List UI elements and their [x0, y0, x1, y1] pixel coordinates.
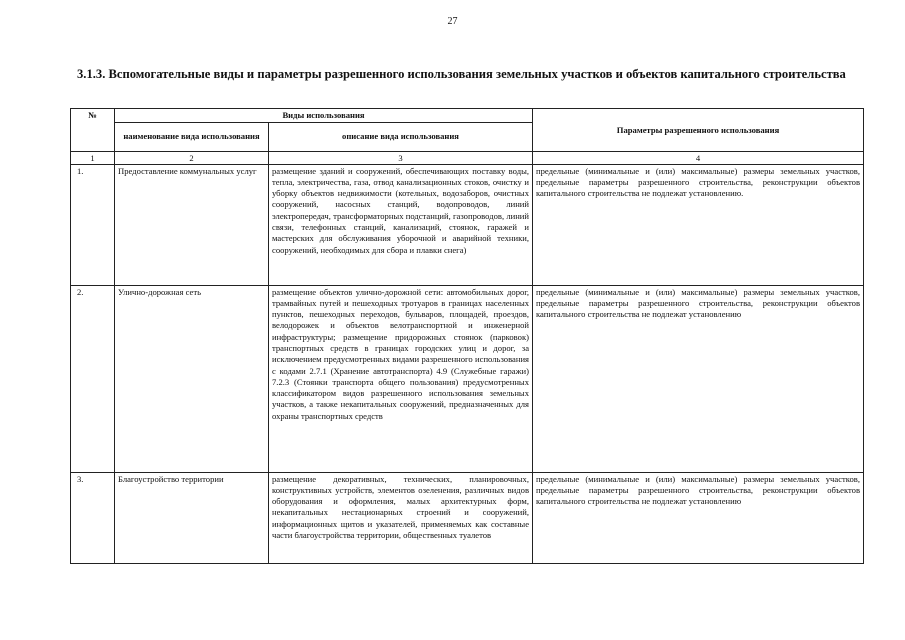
usage-parameters: предельные (минимальные и (или) максимальные) размеры земельных участков, предельные параметры разрешенного строительства, реконструкции объектов капитального строительства не подлежат установлению	[533, 285, 864, 472]
row-number: 3.	[71, 472, 115, 563]
row-number: 2.	[71, 285, 115, 472]
table-row	[71, 164, 864, 285]
usage-name: Улично-дорожная сеть	[115, 285, 269, 472]
header-usage-types: Виды использования	[115, 109, 533, 123]
table-header-row-1	[71, 109, 864, 123]
usage-parameters: предельные (минимальные и (или) максимальные) размеры земельных участков, предельные параметры разрешенного строительства, реконструкции объектов капитального строительства не подлежат установлению	[533, 472, 864, 563]
header-usage-description: описание вида использования	[269, 122, 533, 151]
usage-description: размещение декоративных, технических, планировочных, конструктивных устройств, элементов озеленения, различных видов оборудования и оформления, малых архитектурных форм, некапитальных нестационарных строений и сооружений, информационных щитов и указателей, применяемых как составные части благоустройства территории, общественных туалетов	[269, 472, 533, 563]
usage-parameters: предельные (минимальные и (или) максимальные) размеры земельных участков, предельные параметры разрешенного строительства, реконструкции объектов капитального строительства не подлежат установлению.	[533, 164, 864, 285]
column-number: 1	[71, 151, 115, 164]
column-number: 2	[115, 151, 269, 164]
usage-description: размещение зданий и сооружений, обеспечивающих поставку воды, тепла, электричества, газа, отвод канализационных стоков, очистку и уборку объектов недвижимости (котельных, водозаборов, очистных сооружений, насосных станций, водопроводов, линий электропередач, трансформаторных подстанций, газопроводов, линий связи, телефонных станций, канализаций, стоянок, гаражей и мастерских для обслуживания уборочной и аварийной техники, сооружений, необходимых для сбора и плавки снега)	[269, 164, 533, 285]
row-number: 1.	[71, 164, 115, 285]
column-number: 4	[533, 151, 864, 164]
column-number: 3	[269, 151, 533, 164]
usage-description: размещение объектов улично-дорожной сети: автомобильных дорог, трамвайных путей и пешеходных тротуаров в границах населенных пунктов, пешеходных переходов, бульваров, площадей, проездов, велодорожек и объектов велотранспортной и инженерной инфраструктуры; размещение придорожных стоянок (парковок) транспортных средств в границах городских улиц и дорог, за исключением предусмотренных видами разрешенного использования с кодами 2.7.1 (Хранение автотранспорта) 4.9 (Служебные гаражи) 7.2.3 (Стоянки транспорта общего пользования) предусмотренных классификатором видов разрешенного использования земельных участков, а также некапитальных сооружений, предназначенных для охраны транспортных средств	[269, 285, 533, 472]
usage-name: Благоустройство территории	[115, 472, 269, 563]
header-num: №	[71, 109, 115, 152]
table-row	[71, 285, 864, 472]
page-number: 27	[447, 16, 458, 27]
usage-table	[70, 108, 864, 564]
column-numbers-row	[71, 151, 864, 164]
table-row	[71, 472, 864, 563]
header-parameters: Параметры разрешенного использования	[533, 109, 864, 152]
usage-name: Предоставление коммунальных услуг	[115, 164, 269, 285]
section-title: 3.1.3. Вспомогательные виды и параметры разрешенного использования земельных участков и объектов капитального строительства	[77, 67, 846, 81]
header-usage-name: наименование вида использования	[115, 122, 269, 151]
